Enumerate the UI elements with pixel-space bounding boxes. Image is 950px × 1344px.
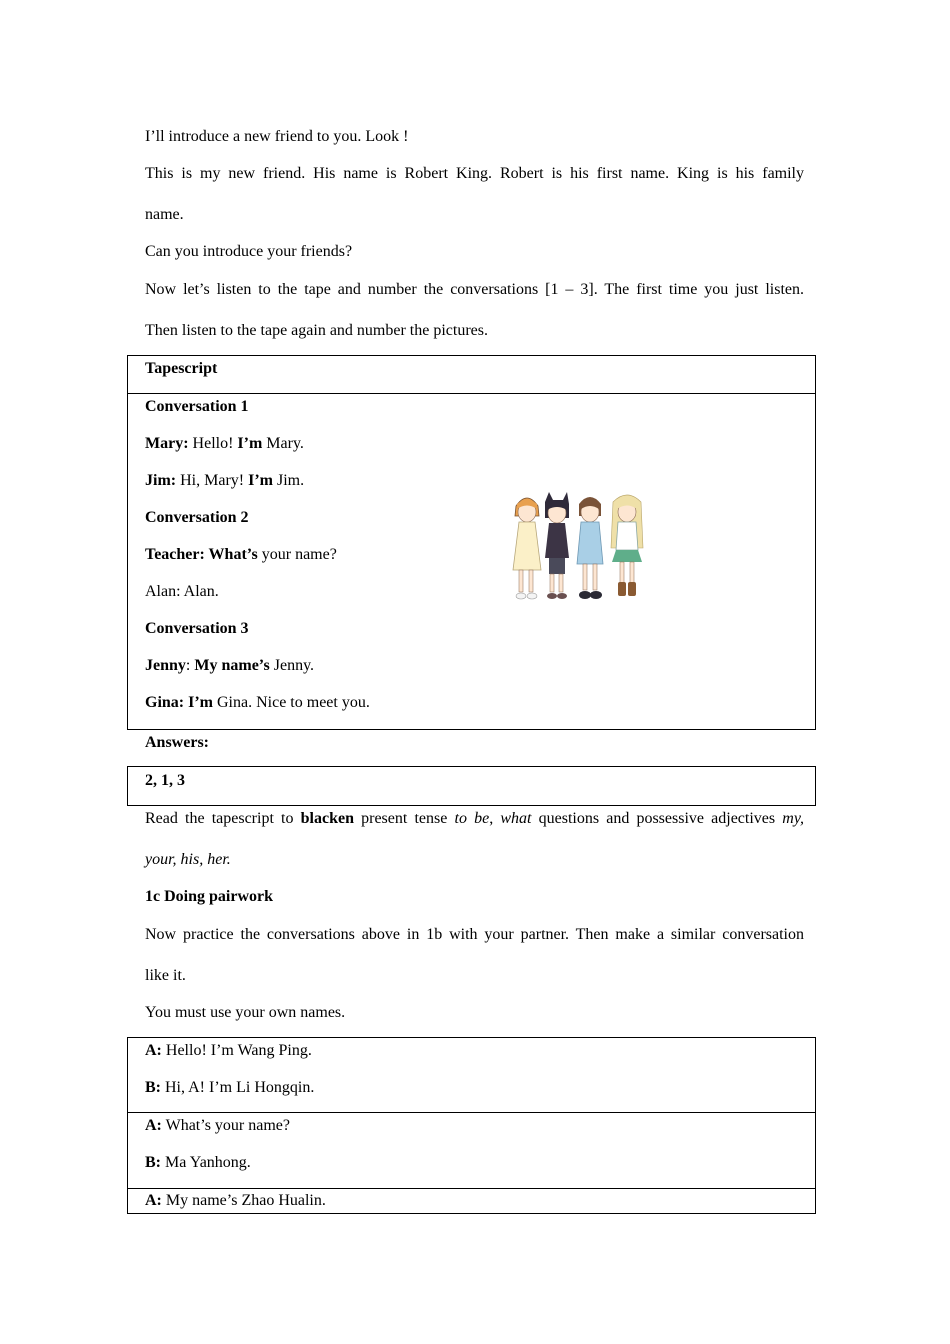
tapescript-divider <box>127 393 816 394</box>
answers-label: Answers: <box>145 734 209 751</box>
girl-4-figure <box>611 495 643 596</box>
practice-row-2-a: A: What’s your name? <box>145 1117 290 1134</box>
pairwork-title: 1c Doing pairwork <box>145 888 273 905</box>
practice-row-1-a: A: Hello! I’m Wang Ping. <box>145 1042 312 1059</box>
girl-2-figure <box>545 492 569 599</box>
girl-1-figure <box>513 498 541 599</box>
conversation-2-line-1: Teacher: What’s your name? <box>145 546 337 563</box>
pairwork-line-1: Now practice the conversations above in 1b with your partner. Then make a similar conversation <box>145 926 804 943</box>
practice-row-1-b: B: Hi, A! I’m Li Hongqin. <box>145 1079 315 1096</box>
conversation-3-line-2: Gina: I’m Gina. Nice to meet you. <box>145 694 370 711</box>
read-line-2: your, his, her. <box>145 851 231 868</box>
conversation-2-title: Conversation 2 <box>145 509 249 526</box>
practice-divider-1 <box>127 1112 816 1113</box>
pairwork-line-3: You must use your own names. <box>145 1004 346 1021</box>
pairwork-line-2: like it. <box>145 967 186 984</box>
girl-3-figure <box>577 497 603 599</box>
conversation-2-line-2: Alan: Alan. <box>145 583 219 600</box>
intro-line-3: name. <box>145 206 184 223</box>
answers-value: 2, 1, 3 <box>145 772 185 789</box>
conversation-1-line-1: Mary: Hello! I’m Mary. <box>145 435 304 452</box>
practice-row-2-b: B: Ma Yanhong. <box>145 1154 251 1171</box>
intro-line-2: This is my new friend. His name is Robert King. Robert is his first name. King is his family <box>145 165 804 182</box>
read-line-1: Read the tapescript to blacken present tense to be, what questions and possessive adjectives my, <box>145 810 805 827</box>
four-girls-illustration <box>505 488 655 606</box>
conversation-3-line-1: Jenny: My name’s Jenny. <box>145 657 315 674</box>
tapescript-title: Tapescript <box>145 360 218 377</box>
conversation-1-title: Conversation 1 <box>145 398 249 415</box>
intro-line-1: I’ll introduce a new friend to you. Look ! <box>145 128 409 145</box>
conversation-1-line-2: Jim: Hi, Mary! I’m Jim. <box>145 472 305 489</box>
answers-table <box>127 766 816 806</box>
practice-row-3-a: A: My name’s Zhao Hualin. <box>145 1192 326 1209</box>
intro-line-5: Now let’s listen to the tape and number the conversations [1 – 3]. The first time you just listen. <box>145 281 804 298</box>
intro-line-6: Then listen to the tape again and number the pictures. <box>145 322 488 339</box>
intro-line-4: Can you introduce your friends? <box>145 243 353 260</box>
practice-divider-2 <box>127 1188 816 1189</box>
conversation-3-title: Conversation 3 <box>145 620 249 637</box>
